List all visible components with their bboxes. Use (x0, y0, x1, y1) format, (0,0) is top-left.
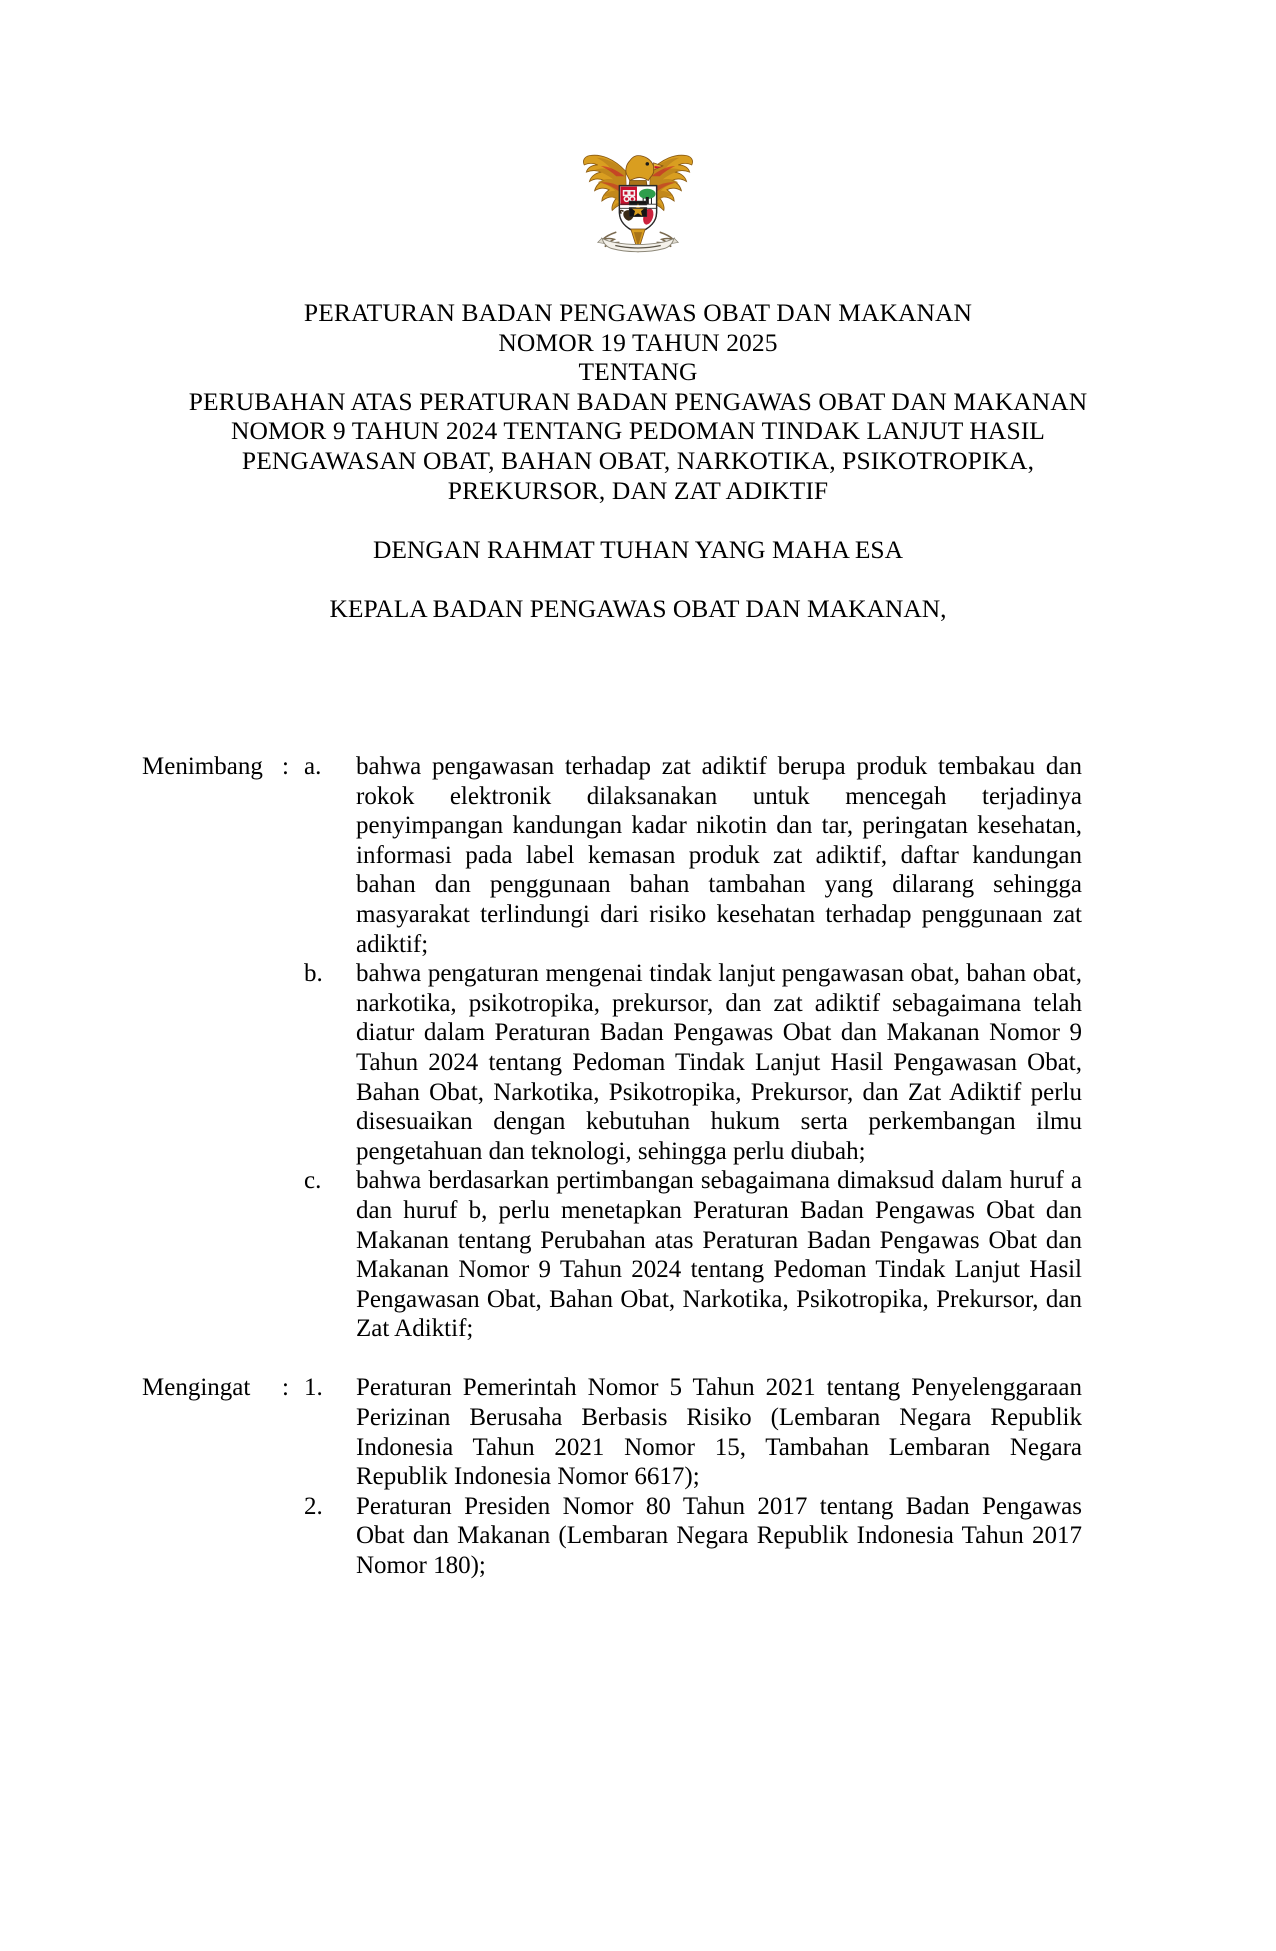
emblem-container (0, 140, 1276, 256)
body-block (0, 752, 1276, 1581)
considerations-marker-b: b. (304, 960, 323, 988)
legal-basis-text-1: Peraturan Pemerintah Nomor 5 Tahun 2021 tentang Penyelenggaraan Perizinan Berusaha Berbasis Risiko (Lembaran Negara Republik Indonesia Tahun 2021 Nomor 15, Tambahan Lembaran Negara Republik Indonesia Nomor 6617); (356, 1374, 1082, 1491)
section-spacer (0, 1344, 1276, 1374)
title-line-7: PREKURSOR, DAN ZAT ADIKTIF (447, 475, 829, 505)
considerations-marker-c: c. (304, 1167, 322, 1195)
legal-basis-item-2 (0, 1492, 1276, 1581)
legal-basis-marker-2: 2. (304, 1492, 323, 1520)
garuda-pancasila-emblem (576, 140, 700, 256)
considerations-label: Menimbang (142, 753, 263, 780)
considerations-item-c (0, 1166, 1276, 1344)
considerations-text-c: bahwa berdasarkan pertimbangan sebagaimana dimaksud dalam huruf a dan huruf b, perlu menetapkan Peraturan Badan Pengawas Obat dan Makanan tentang Perubahan atas Peraturan Badan Pengawas Obat dan Makanan Nomor 9 Tahun 2024 tentang Pedoman Tindak Lanjut Hasil Pengawasan Obat, Bahan Obat, Narkotika, Psikotropika, Prekursor, dan Zat Adiktif; (356, 1167, 1082, 1343)
invocation-line: DENGAN RAHMAT TUHAN YANG MAHA ESA (372, 534, 904, 564)
legal-basis-marker-1: 1. (304, 1374, 323, 1402)
considerations-colon: : (282, 753, 289, 780)
title-line-6: PENGAWASAN OBAT, BAHAN OBAT, NARKOTIKA, PSIKOTROPIKA, (241, 445, 1035, 475)
considerations-text-a: bahwa pengawasan terhadap zat adiktif berupa produk tembakau dan rokok elektronik dilaksanakan untuk mencegah terjadinya penyimpangan kandungan kadar nikotin dan tar, peringatan kesehatan, informasi pada label kemasan produk zat adiktif, daftar kandungan bahan dan penggunaan bahan tambahan yang dilarang sehingga masyarakat terlindungi dari risiko kesehatan terhadap penggunaan zat adiktif; (356, 753, 1082, 958)
considerations-item-a (0, 752, 1276, 959)
title-line-1: PERATURAN BADAN PENGAWAS OBAT DAN MAKANAN (303, 298, 973, 327)
authority-line: KEPALA BADAN PENGAWAS OBAT DAN MAKANAN, (329, 593, 947, 623)
legal-basis-text-2: Peraturan Presiden Nomor 80 Tahun 2017 tentang Badan Pengawas Obat dan Makanan (Lembaran Negara Republik Indonesia Tahun 2017 Nomor 180); (356, 1492, 1082, 1580)
title-line-2: NOMOR 19 TAHUN 2025 (498, 327, 778, 357)
title-block (0, 298, 1276, 624)
title-line-4: PERUBAHAN ATAS PERATURAN BADAN PENGAWAS OBAT DAN MAKANAN (188, 386, 1088, 416)
considerations-marker-a: a. (304, 753, 322, 780)
title-spacer-2 (0, 564, 1276, 594)
legal-basis-colon: : (282, 1374, 289, 1402)
considerations-text-b: bahwa pengaturan mengenai tindak lanjut pengawasan obat, bahan obat, narkotika, psikotropika, prekursor, dan zat adiktif sebagaimana telah diatur dalam Peraturan Badan Pengawas Obat dan Makanan Nomor 9 Tahun 2024 tentang Pedoman Tindak Lanjut Hasil Pengawasan Obat, Bahan Obat, Narkotika, Psikotropika, Prekursor, dan Zat Adiktif perlu disesuaikan dengan kebutuhan hukum serta perkembangan ilmu pengetahuan dan teknologi, sehingga perlu diubah; (356, 960, 1082, 1165)
title-line-3: TENTANG (578, 357, 698, 387)
considerations-item-b (0, 959, 1276, 1166)
title-line-5: NOMOR 9 TAHUN 2024 TENTANG PEDOMAN TINDAK LANJUT HASIL (230, 416, 1045, 446)
legal-basis-item-1 (0, 1373, 1276, 1491)
title-spacer-1 (0, 505, 1276, 535)
legal-basis-label: Mengingat (142, 1374, 251, 1402)
